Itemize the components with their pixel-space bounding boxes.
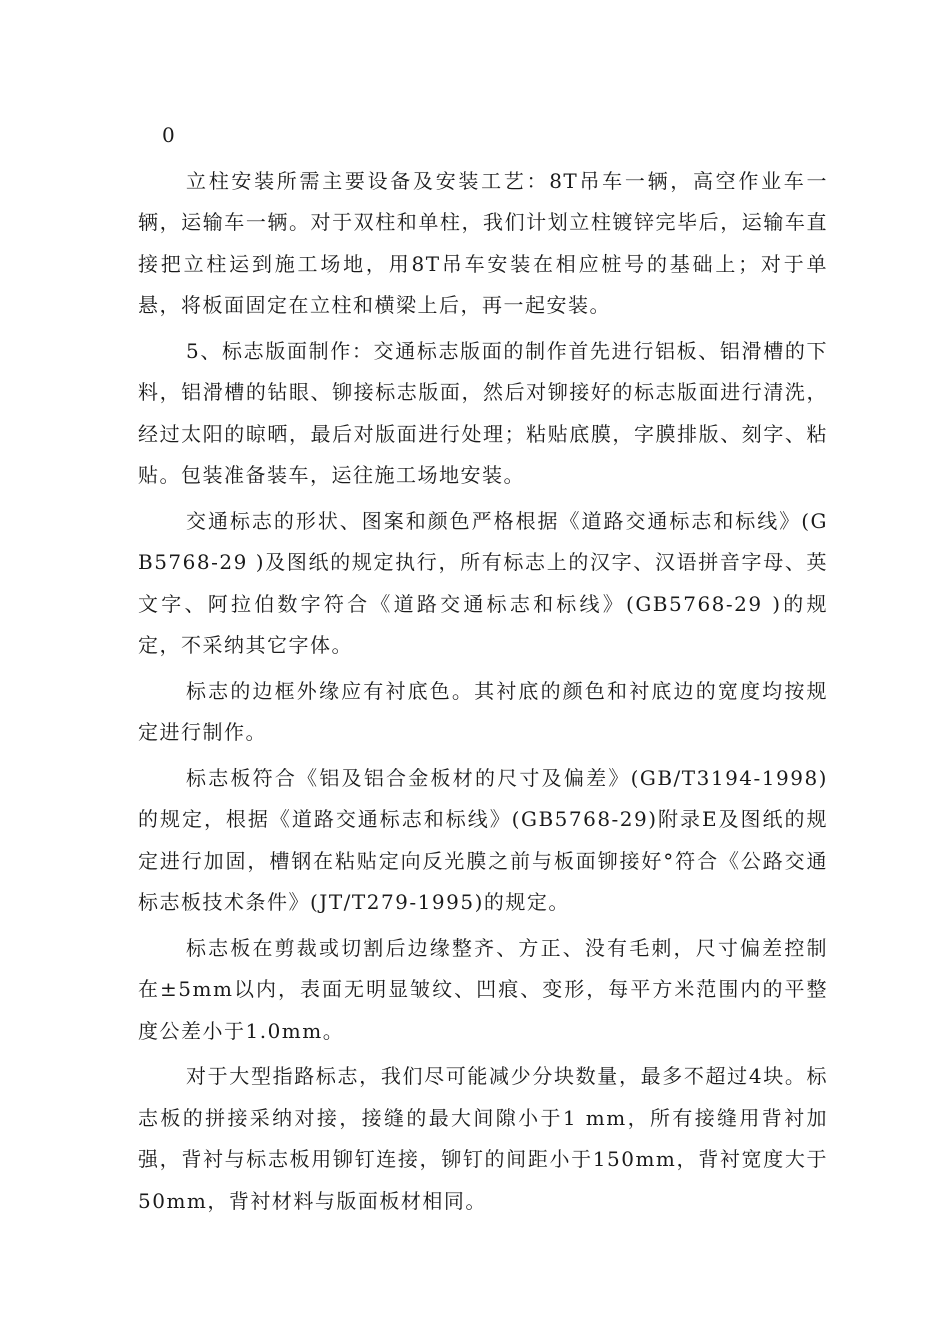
- paragraph-pole-installation: 立柱安装所需主要设备及安装工艺：8T吊车一辆，高空作业车一辆，运输车一辆。对于双柱和单柱，我们计划立柱镀锌完毕后，运输车直接把立柱运到施工场地，用8T吊车安装在相应桩号的基础上；对于单悬，将板面固定在立柱和横梁上后，再一起安装。: [138, 168, 828, 317]
- document-body: [138, 115, 828, 1226]
- paragraph-sign-shape-standard: 交通标志的形状、图案和颜色严格根据《道路交通标志和标线》(GB5768-29 )及图纸的规定执行，所有标志上的汉字、汉语拼音字母、英文字、阿拉伯数字符合《道路交通标志和标线》(GB5768-29 )的规定，不采纳其它字体。: [138, 508, 828, 657]
- paragraph-large-sign-joints: 对于大型指路标志，我们尽可能减少分块数量，最多不超过4块。标志板的拼接采纳对接，接缝的最大间隙小于1 mm，所有接缝用背衬加强，背衬与标志板用铆钉连接，铆钉的间距小于150mm，背衬宽度大于50mm，背衬材料与版面板材相同。: [138, 1064, 828, 1213]
- paragraph-sign-panel-fabrication: 5、标志版面制作：交通标志版面的制作首先进行铝板、铝滑槽的下料，铝滑槽的钻眼、铆接标志版面，然后对铆接好的标志版面进行清洗，经过太阳的晾晒，最后对版面进行处理；粘贴底膜，字膜排版、刻字、粘贴。包装准备装车，运往施工场地安装。: [138, 338, 828, 487]
- paragraph-cutting-tolerance: 标志板在剪裁或切割后边缘整齐、方正、没有毛刺，尺寸偏差控制在±5mm以内，表面无明显皱纹、凹痕、变形，每平方米范围内的平整度公差小于1.0mm。: [138, 935, 828, 1043]
- paragraph-fragment: 0: [162, 123, 177, 147]
- paragraph-border-background: 标志的边框外缘应有衬底色。其衬底的颜色和衬底边的宽度均按规定进行制作。: [138, 678, 828, 744]
- paragraph-panel-standard: 标志板符合《铝及铝合金板材的尺寸及偏差》(GB/T3194-1998)的规定，根据《道路交通标志和标线》(GB5768-29)附录E及图纸的规定进行加固，槽钢在粘贴定向反光膜之前与板面铆接好°符合《公路交通标志板技术条件》(JT/T279-1995)的规定。: [138, 765, 828, 914]
